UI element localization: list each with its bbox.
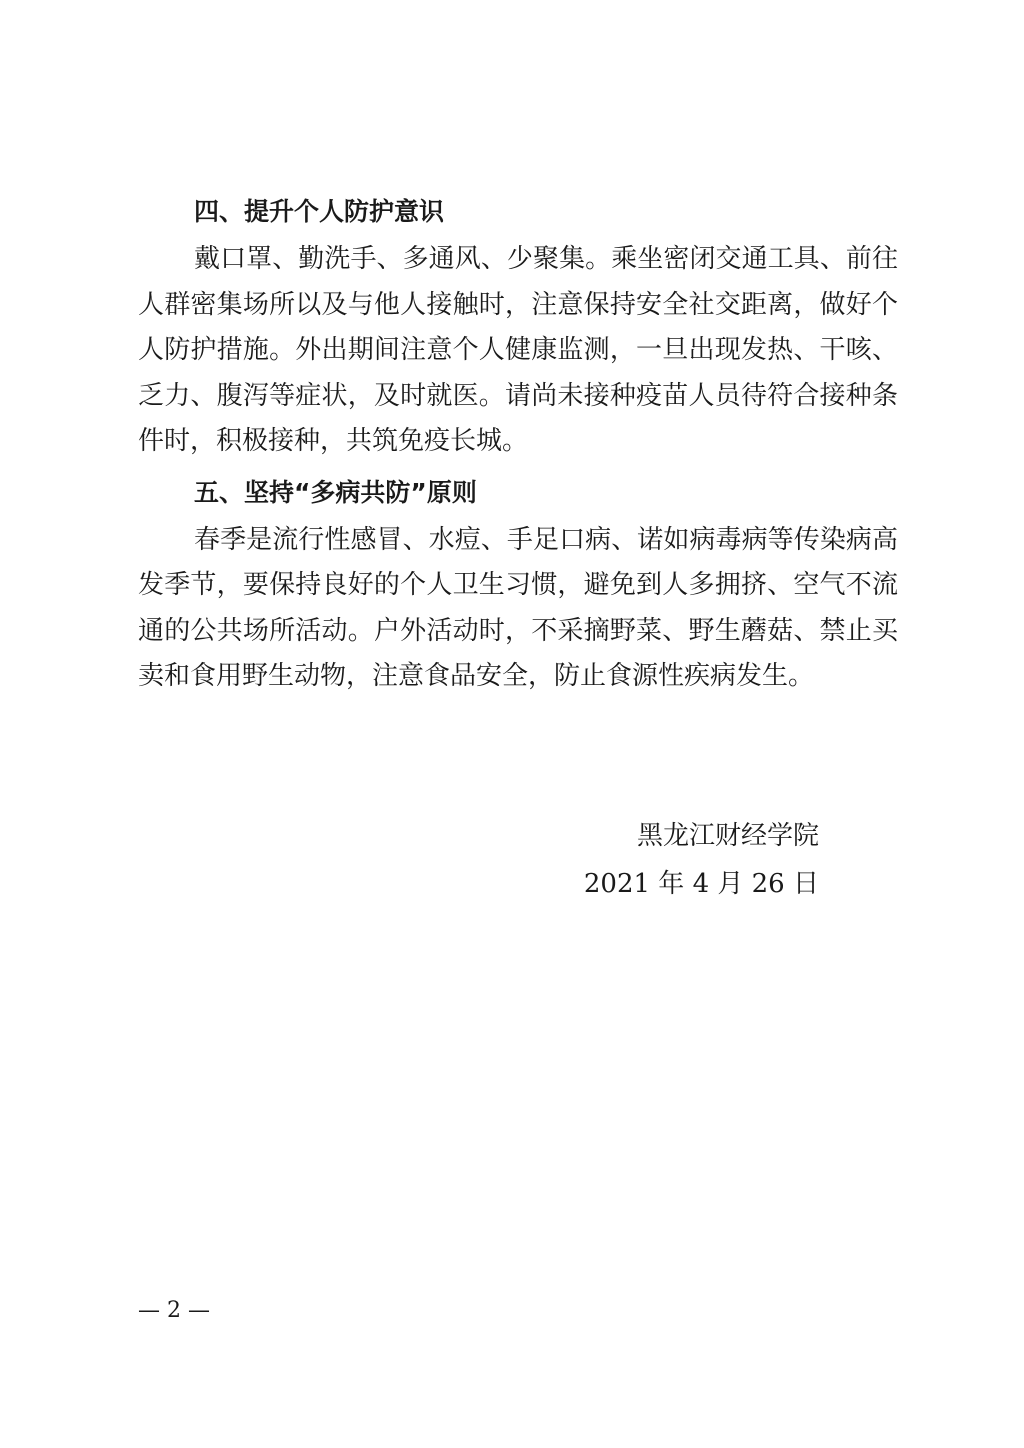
- signature-organization: 黑龙江财经学院: [636, 821, 819, 851]
- signature-block: [584, 812, 819, 908]
- signature-date: 2021 年 4 月 26 日: [583, 869, 819, 899]
- document-body: [138, 188, 898, 704]
- section-paragraph-5: 春季是流行性感冒、水痘、手足口病、诺如病毒病等传染病高发季节，要保持良好的个人卫生习惯，避免到人多拥挤、空气不流通的公共场所活动。户外活动时，不采摘野菜、野生蘑菇、禁止买卖和食用野生动物，注意食品安全，防止食源性疾病发生。: [138, 524, 898, 691]
- section-paragraph-4: 戴口罩、勤洗手、多通风、少聚集。乘坐密闭交通工具、前往人群密集场所以及与他人接触时，注意保持安全社交距离，做好个人防护措施。外出期间注意个人健康监测，一旦出现发热、干咳、乏力、腹泻等症状，及时就医。请尚未接种疫苗人员待符合接种条件时，积极接种，共筑免疫长城。: [138, 244, 898, 456]
- page-number: — 2 —: [138, 1298, 210, 1323]
- section-heading-4: 四、提升个人防护意识: [194, 197, 445, 226]
- section-heading-5: 五、坚持“多病共防”原则: [194, 477, 477, 507]
